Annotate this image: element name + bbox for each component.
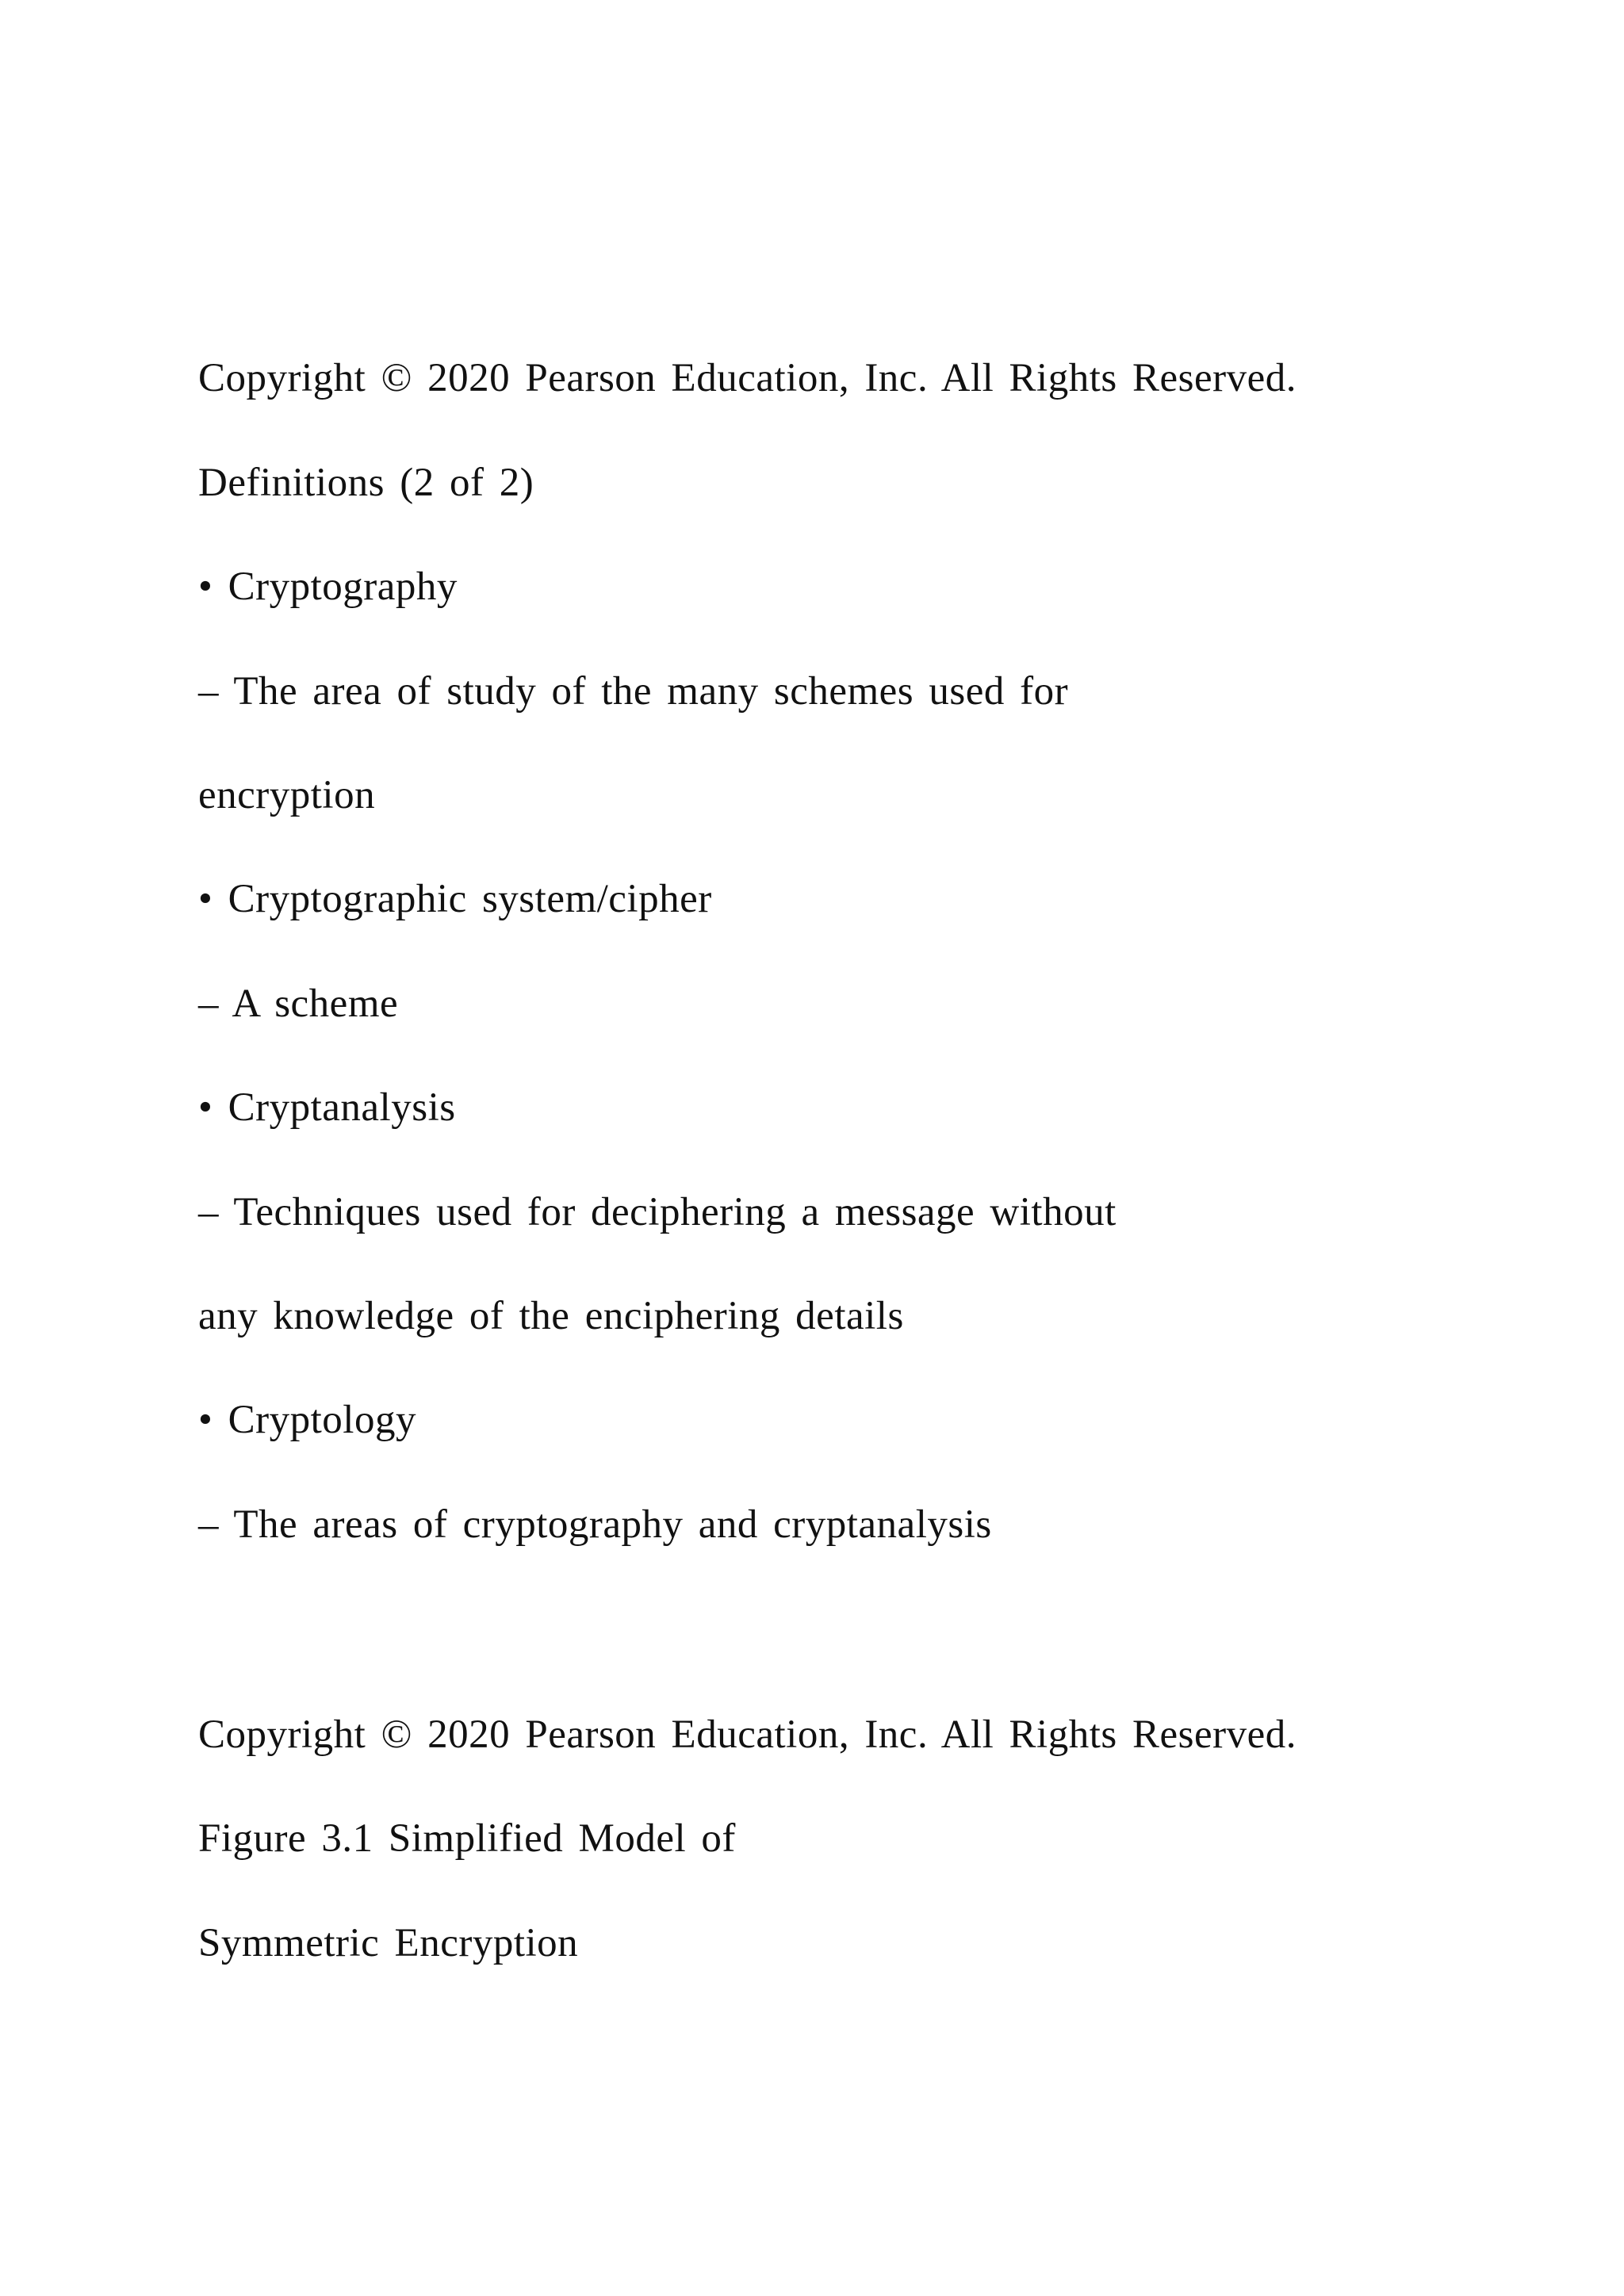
sub-item: – The areas of cryptography and cryptanalysis (198, 1502, 992, 1547)
figure-caption: Symmetric Encryption (198, 1921, 579, 1965)
bullet-item: • Cryptanalysis (198, 1085, 456, 1130)
slide-title: Definitions (2 of 2) (198, 461, 534, 505)
bullet-item: • Cryptography (198, 564, 458, 609)
bullet-item: • Cryptographic system/cipher (198, 877, 712, 921)
text-line: any knowledge of the enciphering details (198, 1294, 904, 1338)
text-line: encryption (198, 773, 376, 817)
bullet-item: • Cryptology (198, 1398, 416, 1442)
copyright-notice: Copyright © 2020 Pearson Education, Inc. All Rights Reserved. (198, 356, 1297, 400)
sub-item: – The area of study of the many schemes used for (198, 669, 1069, 714)
sub-item: – Techniques used for deciphering a message without (198, 1190, 1116, 1234)
figure-caption: Figure 3.1 Simplified Model of (198, 1816, 736, 1861)
sub-item: – A scheme (198, 982, 399, 1026)
copyright-notice: Copyright © 2020 Pearson Education, Inc. All Rights Reserved. (198, 1712, 1297, 1757)
